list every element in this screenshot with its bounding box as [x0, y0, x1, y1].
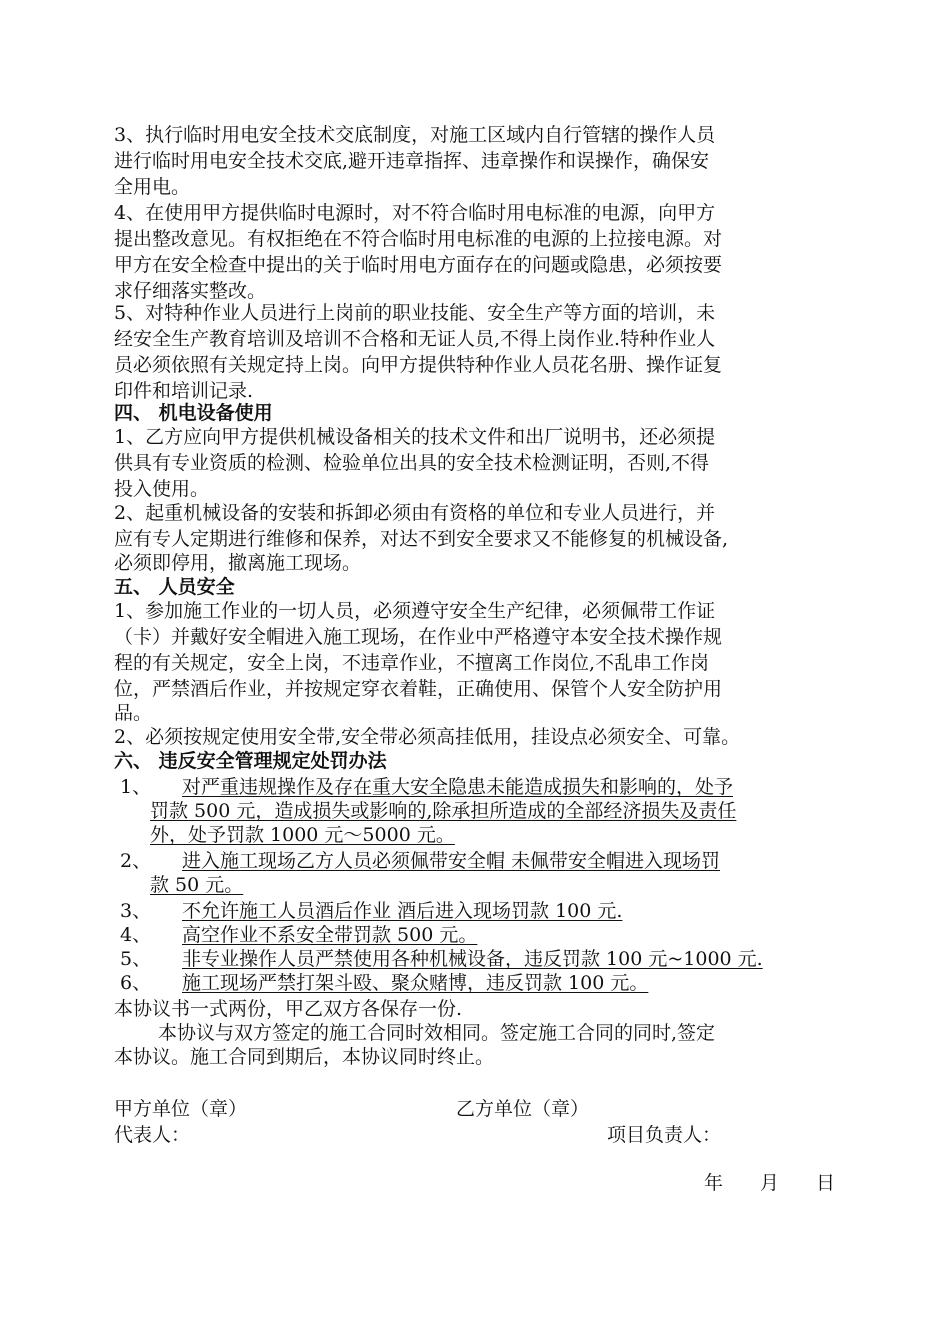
- section-heading-4: 四、 机电设备使用: [114, 402, 273, 424]
- body-line: 位，严禁酒后作业，并按规定穿衣着鞋，正确使用、保管个人安全防护用: [114, 678, 723, 700]
- penalty-line: 罚款 500 元，造成损失或影响的,除承担所造成的全部经济损失及责任: [150, 800, 737, 822]
- body-line: 程的有关规定，安全上岗，不违章作业，不擅离工作岗位,不乱串工作岗: [114, 652, 710, 674]
- representative-label: 代表人：: [114, 1124, 191, 1146]
- date-day: 日: [816, 1172, 836, 1194]
- body-line: 1、乙方应向甲方提供机械设备相关的技术文件和出厂说明书，还必须提: [114, 426, 716, 448]
- penalty-line: 进入施工现场乙方人员必须佩带安全帽 未佩带安全帽进入现场罚: [182, 850, 721, 872]
- section-heading-5: 五、 人员安全: [114, 576, 235, 598]
- penalty-line: 不允许施工人员酒后作业 酒后进入现场罚款 100 元.: [182, 900, 623, 922]
- closing-effect: 本协议。施工合同到期后，本协议同时终止。: [114, 1046, 495, 1068]
- closing-effect: 本协议与双方签定的施工合同时效相同。签定施工合同的同时,签定: [158, 1022, 716, 1044]
- body-line: 应有专人定期进行维修和保养，对达不到安全要求又不能修复的机械设备,: [114, 528, 729, 550]
- body-line: 甲方在安全检查中提出的关于临时用电方面存在的问题或隐患，必须按要: [114, 254, 723, 276]
- body-line: 全用电。: [114, 176, 191, 198]
- date-month: 月: [760, 1172, 780, 1194]
- penalty-line: 非专业操作人员严禁使用各种机械设备，违反罚款 100 元~1000 元.: [182, 948, 763, 970]
- body-line: 必须即停用，撤离施工现场。: [114, 552, 362, 574]
- body-line: 5、对特种作业人员进行上岗前的职业技能、安全生产等方面的培训，未: [114, 302, 716, 324]
- body-line: 经安全生产教育培训及培训不合格和无证人员,不得上岗作业.特种作业人: [114, 328, 716, 350]
- party-b-unit: 乙方单位（章）: [456, 1098, 590, 1120]
- penalty-line: 款 50 元。: [150, 874, 244, 896]
- body-line: 品。: [114, 702, 153, 724]
- penalty-number: 1、: [120, 776, 152, 798]
- body-line: 3、执行临时用电安全技术交底制度，对施工区域内自行管辖的操作人员: [114, 124, 716, 146]
- body-line: 4、在使用甲方提供临时电源时，对不符合临时用电标准的电源，向甲方: [114, 202, 716, 224]
- body-line: 印件和培训记录.: [114, 380, 254, 402]
- penalty-number: 5、: [120, 948, 152, 970]
- penalty-line: 对严重违规操作及存在重大安全隐患未能造成损失和影响的，处予: [182, 776, 734, 798]
- penalty-line: 施工现场严禁打架斗殴、聚众赌博，违反罚款 100 元。: [182, 972, 649, 994]
- penalty-number: 6、: [120, 972, 152, 994]
- project-lead-label: 项目负责人：: [607, 1124, 722, 1146]
- body-line: 提出整改意见。有权拒绝在不符合临时用电标准的电源的上拉接电源。对: [114, 228, 723, 250]
- penalty-number: 3、: [120, 900, 152, 922]
- body-line: （卡）并戴好安全帽进入施工现场，在作业中严格遵守本安全技术操作规: [114, 626, 723, 648]
- body-line: 求仔细落实整改。: [114, 280, 267, 302]
- penalty-line: 外，处予罚款 1000 元～5000 元。: [150, 824, 455, 846]
- body-line: 供具有专业资质的检测、检验单位出具的安全技术检测证明，否则,不得: [114, 452, 710, 474]
- closing-copies: 本协议书一式两份，甲乙双方各保存一份.: [114, 998, 463, 1020]
- party-a-unit: 甲方单位（章）: [114, 1098, 248, 1120]
- date-year: 年: [704, 1172, 724, 1194]
- penalty-line: 高空作业不系安全带罚款 500 元。: [182, 924, 478, 946]
- body-line: 1、参加施工作业的一切人员，必须遵守安全生产纪律，必须佩带工作证: [114, 600, 716, 622]
- section-heading-6: 六、 违反安全管理规定处罚办法: [114, 750, 387, 772]
- body-line: 进行临时用电安全技术交底,避开违章指挥、违章操作和误操作，确保安: [114, 150, 710, 172]
- penalty-number: 4、: [120, 924, 152, 946]
- body-line: 投入使用。: [114, 478, 210, 500]
- body-line: 2、必须按规定使用安全带,安全带必须高挂低用，挂设点必须安全、可靠。: [114, 726, 741, 748]
- body-line: 2、起重机械设备的安装和拆卸必须由有资格的单位和专业人员进行，并: [114, 502, 716, 524]
- body-line: 员必须依照有关规定持上岗。向甲方提供特种作业人员花名册、操作证复: [114, 354, 723, 376]
- penalty-number: 2、: [120, 850, 152, 872]
